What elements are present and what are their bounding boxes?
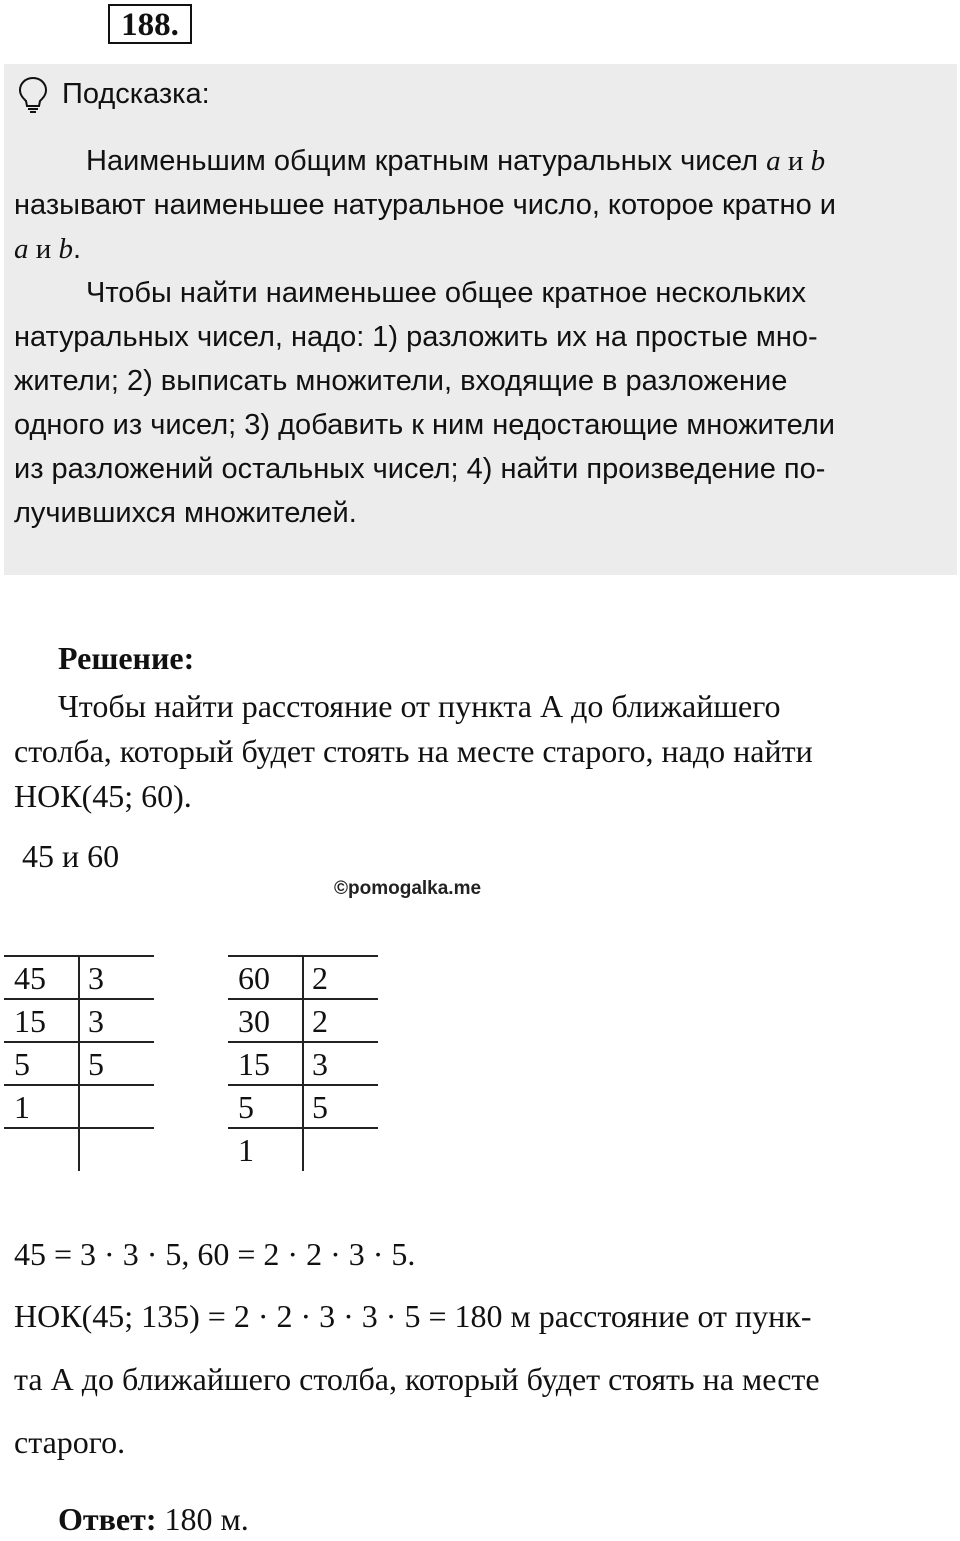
hint-line: a и b. [14,233,82,265]
table-cell: 5 [88,1046,104,1082]
answer [58,1497,249,1541]
table-cell: 45 [14,960,46,996]
table-cell: 3 [312,1046,328,1082]
hint-line: Чтобы найти наименьшее общее кратное нескольких [86,277,806,309]
table-cell: 2 [312,1003,328,1039]
hint-line: жители; 2) выписать множители, входящие в разложение [14,365,788,397]
table-cell: 5 [312,1089,328,1125]
watermark: ©pomogalka.me [334,878,482,899]
table-cell: 15 [238,1046,270,1082]
solution-line: Чтобы найти расстояние от пункта А до ближайшего [58,688,781,724]
answer-label: Ответ: [58,1501,157,1537]
table-cell: 5 [14,1046,30,1082]
hint-line: называют наименьшее натуральное число, которое кратно и [14,189,836,221]
table-cell: 30 [238,1003,270,1039]
hint-title: Подсказка: [62,78,210,110]
table-cell: 2 [312,960,328,996]
lightbulb-icon [18,76,48,114]
hint-line: лучившихся множителей. [14,497,357,529]
hint-line: натуральных чисел, надо: 1) разложить их на простые мно- [14,321,818,353]
hint-line: Наименьшим общим кратным натуральных чисел a и b [86,145,826,177]
number-pair: 45 и 60 [22,838,120,874]
answer-value: 180 м. [156,1501,249,1537]
table-cell: 15 [14,1003,46,1039]
solution-heading: Решение: [58,640,195,676]
table-cell: 3 [88,1003,104,1039]
lcm-line: старого. [14,1424,126,1460]
solution-line: НОК(45; 60). [14,778,192,814]
table-cell: 1 [14,1089,30,1125]
lcm-line: НОК(45; 135) = 2 · 2 · 3 · 3 · 5 = 180 м расстояние от пунк- [14,1298,812,1334]
hint-line: одного из чисел; 3) добавить к ним недостающие множители [14,409,835,441]
factorization: 45 = 3 · 3 · 5, 60 = 2 · 2 · 3 · 5. [14,1236,416,1272]
table-cell: 5 [238,1089,254,1125]
hint-line: из разложений остальных чисел; 4) найти произведение по- [14,453,826,485]
table-cell: 1 [238,1132,254,1168]
lcm-line: та А до ближайшего столба, который будет стоять на месте [14,1361,820,1397]
table-cell: 3 [88,960,104,996]
solution-line: столба, который будет стоять на месте старого, надо найти [14,733,813,769]
problem-number: 188. [108,4,192,44]
table-cell: 60 [238,960,270,996]
